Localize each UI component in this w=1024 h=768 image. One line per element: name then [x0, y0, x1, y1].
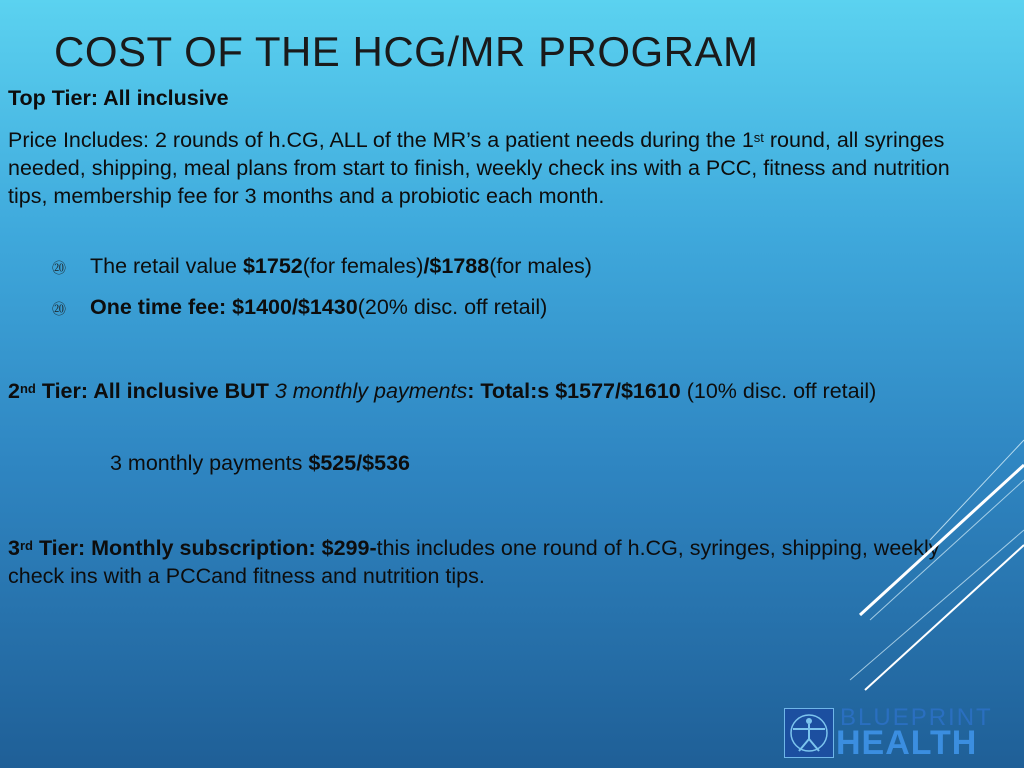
bullet-one-time-fee: ⑳ One time fee: $1400/$1430(20% disc. off retail)	[52, 293, 547, 323]
top-tier-heading: Top Tier: All inclusive	[8, 86, 229, 110]
price-includes-paragraph: Price Includes: 2 rounds of h.CG, ALL of the MR’s a patient needs during the 1st round, all syringes needed, shipping, meal plans from start to finish, weekly check ins with a PCC, fitness and nutrition tips, membership fee for 3 months and a probiotic each month.	[8, 128, 950, 208]
decorative-lines	[830, 420, 1024, 720]
tier2-paragraph: 2nd Tier: All inclusive BUT 3 monthly payments: Total:s $1577/$1610 (10% disc. off retail)	[8, 379, 877, 403]
bullet-marker-icon: ⑳	[52, 301, 66, 317]
blueprint-health-logo: BLUEPRINT HEALTH	[784, 704, 1014, 760]
bullet-retail-value: ⑳ The retail value $1752(for females)/$1788(for males)	[52, 252, 592, 282]
tier2-monthly-payments: 3 monthly payments $525/$536	[110, 451, 411, 475]
vitruvian-logo-icon	[784, 708, 834, 758]
tier3-paragraph: 3rd Tier: Monthly subscription: $299-this includes one round of h.CG, syringes, shipping, weekly check ins with a PCCand fitness and nutrition tips.	[8, 536, 940, 588]
page-title: COST OF THE HCG/MR PROGRAM	[54, 28, 759, 75]
bullet-marker-icon: ⑳	[52, 260, 66, 276]
